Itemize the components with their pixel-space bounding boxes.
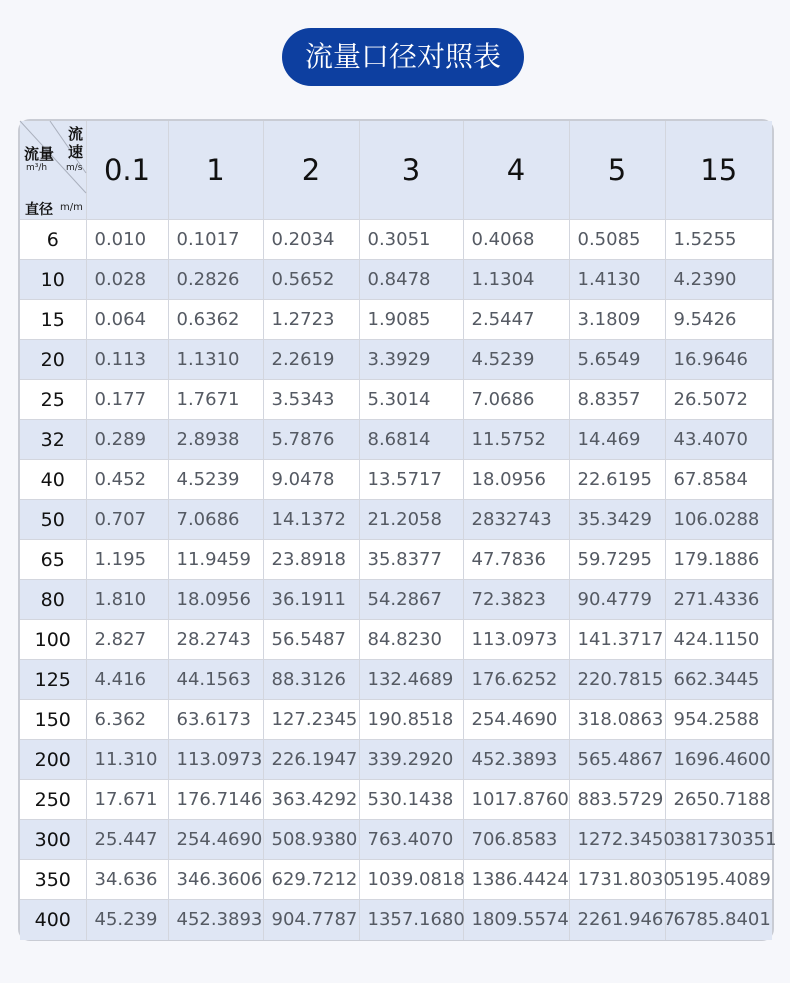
flow-value-cell: 565.4867 <box>569 740 665 780</box>
flow-value-cell: 3.3929 <box>359 340 463 380</box>
flow-value-cell: 176.7146 <box>168 780 263 820</box>
flow-value-cell: 35.3429 <box>569 500 665 540</box>
flow-value-cell: 1.9085 <box>359 300 463 340</box>
flow-value-cell: 47.7836 <box>463 540 569 580</box>
flow-value-cell: 28.2743 <box>168 620 263 660</box>
diameter-cell: 150 <box>20 700 86 740</box>
table-row <box>20 220 772 260</box>
flow-value-cell: 318.0863 <box>569 700 665 740</box>
flow-value-cell: 904.7787 <box>263 900 359 940</box>
flow-value-cell: 0.177 <box>86 380 168 420</box>
flow-value-cell: 90.4779 <box>569 580 665 620</box>
flow-value-cell: 4.5239 <box>168 460 263 500</box>
flow-value-cell: 508.9380 <box>263 820 359 860</box>
diameter-cell: 40 <box>20 460 86 500</box>
flow-value-cell: 629.7212 <box>263 860 359 900</box>
flow-value-cell: 11.310 <box>86 740 168 780</box>
flow-value-cell: 13.5717 <box>359 460 463 500</box>
flow-value-cell: 35.8377 <box>359 540 463 580</box>
flow-value-cell: 106.0288 <box>665 500 772 540</box>
diameter-unit: m/m <box>60 202 83 213</box>
flow-label: 流量 <box>24 145 55 163</box>
diameter-cell: 10 <box>20 260 86 300</box>
flow-value-cell: 226.1947 <box>263 740 359 780</box>
flow-value-cell: 346.3606 <box>168 860 263 900</box>
diameter-cell: 6 <box>20 220 86 260</box>
diameter-label: 直径 <box>25 202 53 218</box>
flow-value-cell: 0.5085 <box>569 220 665 260</box>
flow-value-cell: 0.289 <box>86 420 168 460</box>
diameter-cell: 32 <box>20 420 86 460</box>
flow-value-cell: 56.5487 <box>263 620 359 660</box>
diameter-cell: 25 <box>20 380 86 420</box>
flow-value-cell: 1.4130 <box>569 260 665 300</box>
table-row <box>20 260 772 300</box>
flow-value-cell: 0.2826 <box>168 260 263 300</box>
flow-value-cell: 0.028 <box>86 260 168 300</box>
flow-value-cell: 8.8357 <box>569 380 665 420</box>
diameter-cell: 400 <box>20 900 86 940</box>
velocity-label: 流速 <box>67 125 83 161</box>
flow-value-cell: 127.2345 <box>263 700 359 740</box>
flow-value-cell: 3.5343 <box>263 380 359 420</box>
diameter-cell: 80 <box>20 580 86 620</box>
diameter-cell: 50 <box>20 500 86 540</box>
flow-value-cell: 45.239 <box>86 900 168 940</box>
velocity-header: 15 <box>665 121 772 220</box>
flow-value-cell: 1.2723 <box>263 300 359 340</box>
flow-value-cell: 3.1809 <box>569 300 665 340</box>
flow-value-cell: 26.5072 <box>665 380 772 420</box>
flow-value-cell: 1.1310 <box>168 340 263 380</box>
table-row <box>20 420 772 460</box>
flow-value-cell: 530.1438 <box>359 780 463 820</box>
flow-value-cell: 254.4690 <box>168 820 263 860</box>
diameter-cell: 100 <box>20 620 86 660</box>
flow-value-cell: 763.4070 <box>359 820 463 860</box>
table-row <box>20 380 772 420</box>
flow-value-cell: 8.6814 <box>359 420 463 460</box>
flow-value-cell: 16.9646 <box>665 340 772 380</box>
table-row <box>20 300 772 340</box>
flow-value-cell: 72.3823 <box>463 580 569 620</box>
flow-value-cell: 271.4336 <box>665 580 772 620</box>
flow-value-cell: 2.8938 <box>168 420 263 460</box>
flow-value-cell: 18.0956 <box>168 580 263 620</box>
flow-value-cell: 0.8478 <box>359 260 463 300</box>
table-body <box>20 220 777 940</box>
flow-value-cell: 179.1886 <box>665 540 772 580</box>
flow-value-cell: 11.5752 <box>463 420 569 460</box>
flow-value-cell: 2832743 <box>463 500 569 540</box>
flow-value-cell: 9.0478 <box>263 460 359 500</box>
flow-value-cell: 662.3445 <box>665 660 772 700</box>
flow-value-cell: 44.1563 <box>168 660 263 700</box>
flow-value-cell: 132.4689 <box>359 660 463 700</box>
flow-value-cell: 59.7295 <box>569 540 665 580</box>
flow-value-cell: 34.636 <box>86 860 168 900</box>
flow-value-cell: 1696.4600 <box>665 740 772 780</box>
page-title: 流量口径对照表 <box>282 28 524 86</box>
table-row <box>20 860 772 900</box>
flow-value-cell: 2261.9467 <box>569 900 665 940</box>
flow-value-cell: 4.2390 <box>665 260 772 300</box>
flow-value-cell: 25.447 <box>86 820 168 860</box>
diameter-cell: 350 <box>20 860 86 900</box>
flow-value-cell: 706.8583 <box>463 820 569 860</box>
diameter-cell: 65 <box>20 540 86 580</box>
corner-header-cell <box>20 121 86 220</box>
flow-value-cell: 954.2588 <box>665 700 772 740</box>
flow-unit: m³/h <box>26 163 48 173</box>
flow-value-cell: 2.2619 <box>263 340 359 380</box>
flow-value-cell: 0.2034 <box>263 220 359 260</box>
flow-value-cell: 22.6195 <box>569 460 665 500</box>
flow-value-cell: 0.064 <box>86 300 168 340</box>
flow-value-cell: 381730351 <box>665 820 772 860</box>
flow-value-cell: 1039.0818 <box>359 860 463 900</box>
flow-value-cell: 0.4068 <box>463 220 569 260</box>
table-row <box>20 900 772 940</box>
flow-value-cell: 1.5255 <box>665 220 772 260</box>
flow-value-cell: 113.0973 <box>463 620 569 660</box>
flow-value-cell: 1386.4424 <box>463 860 569 900</box>
table-row <box>20 820 772 860</box>
flow-value-cell: 1272.3450 <box>569 820 665 860</box>
flow-value-cell: 5.7876 <box>263 420 359 460</box>
header-row <box>20 121 772 220</box>
flow-value-cell: 5.3014 <box>359 380 463 420</box>
table-row <box>20 700 772 740</box>
flow-value-cell: 141.3717 <box>569 620 665 660</box>
flow-value-cell: 1731.8030 <box>569 860 665 900</box>
diameter-cell: 125 <box>20 660 86 700</box>
flow-value-cell: 7.0686 <box>168 500 263 540</box>
flow-value-cell: 113.0973 <box>168 740 263 780</box>
table-row <box>20 660 772 700</box>
flow-value-cell: 5.6549 <box>569 340 665 380</box>
flow-value-cell: 43.4070 <box>665 420 772 460</box>
flow-value-cell: 5195.4089 <box>665 860 772 900</box>
table-row <box>20 780 772 820</box>
flow-value-cell: 1.1304 <box>463 260 569 300</box>
flow-value-cell: 0.1017 <box>168 220 263 260</box>
flow-value-cell: 88.3126 <box>263 660 359 700</box>
flow-value-cell: 1809.5574 <box>463 900 569 940</box>
table-row <box>20 500 772 540</box>
flow-value-cell: 54.2867 <box>359 580 463 620</box>
flow-value-cell: 14.1372 <box>263 500 359 540</box>
flow-value-cell: 0.707 <box>86 500 168 540</box>
flow-value-cell: 4.5239 <box>463 340 569 380</box>
flow-value-cell: 1017.8760 <box>463 780 569 820</box>
table-row <box>20 580 772 620</box>
flow-value-cell: 2.5447 <box>463 300 569 340</box>
flow-value-cell: 1.810 <box>86 580 168 620</box>
flow-value-cell: 7.0686 <box>463 380 569 420</box>
flow-value-cell: 23.8918 <box>263 540 359 580</box>
flow-value-cell: 339.2920 <box>359 740 463 780</box>
flow-value-cell: 363.4292 <box>263 780 359 820</box>
diameter-cell: 300 <box>20 820 86 860</box>
flow-value-cell: 176.6252 <box>463 660 569 700</box>
flow-value-cell: 63.6173 <box>168 700 263 740</box>
velocity-header: 1 <box>168 121 263 220</box>
flow-value-cell: 36.1911 <box>263 580 359 620</box>
table-row <box>20 340 772 380</box>
velocity-unit: m/s <box>66 163 83 173</box>
diameter-cell: 250 <box>20 780 86 820</box>
flow-value-cell: 0.6362 <box>168 300 263 340</box>
table-row <box>20 620 772 660</box>
table-row <box>20 740 772 780</box>
flow-value-cell: 6.362 <box>86 700 168 740</box>
flow-value-cell: 1.195 <box>86 540 168 580</box>
flow-value-cell: 452.3893 <box>463 740 569 780</box>
flow-value-cell: 9.5426 <box>665 300 772 340</box>
flow-diameter-table-container <box>18 119 777 941</box>
diameter-cell: 20 <box>20 340 86 380</box>
flow-value-cell: 21.2058 <box>359 500 463 540</box>
flow-value-cell: 883.5729 <box>569 780 665 820</box>
table-row <box>20 460 772 500</box>
flow-value-cell: 424.1150 <box>665 620 772 660</box>
flow-value-cell: 2.827 <box>86 620 168 660</box>
flow-diameter-table <box>20 121 777 940</box>
flow-value-cell: 1357.1680 <box>359 900 463 940</box>
flow-value-cell: 67.8584 <box>665 460 772 500</box>
flow-value-cell: 254.4690 <box>463 700 569 740</box>
flow-value-cell: 0.5652 <box>263 260 359 300</box>
diameter-cell: 200 <box>20 740 86 780</box>
velocity-header: 2 <box>263 121 359 220</box>
velocity-header: 4 <box>463 121 569 220</box>
flow-value-cell: 0.3051 <box>359 220 463 260</box>
flow-value-cell: 17.671 <box>86 780 168 820</box>
flow-value-cell: 1.7671 <box>168 380 263 420</box>
flow-value-cell: 2650.7188 <box>665 780 772 820</box>
flow-value-cell: 0.010 <box>86 220 168 260</box>
velocity-header: 3 <box>359 121 463 220</box>
flow-value-cell: 0.452 <box>86 460 168 500</box>
flow-value-cell: 0.113 <box>86 340 168 380</box>
flow-value-cell: 220.7815 <box>569 660 665 700</box>
velocity-header: 5 <box>569 121 665 220</box>
flow-value-cell: 4.416 <box>86 660 168 700</box>
flow-value-cell: 14.469 <box>569 420 665 460</box>
flow-value-cell: 11.9459 <box>168 540 263 580</box>
flow-value-cell: 452.3893 <box>168 900 263 940</box>
velocity-header: 0.1 <box>86 121 168 220</box>
flow-value-cell: 190.8518 <box>359 700 463 740</box>
table-row <box>20 540 772 580</box>
diameter-cell: 15 <box>20 300 86 340</box>
flow-value-cell: 18.0956 <box>463 460 569 500</box>
flow-value-cell: 84.8230 <box>359 620 463 660</box>
flow-value-cell: 6785.8401 <box>673 909 771 931</box>
